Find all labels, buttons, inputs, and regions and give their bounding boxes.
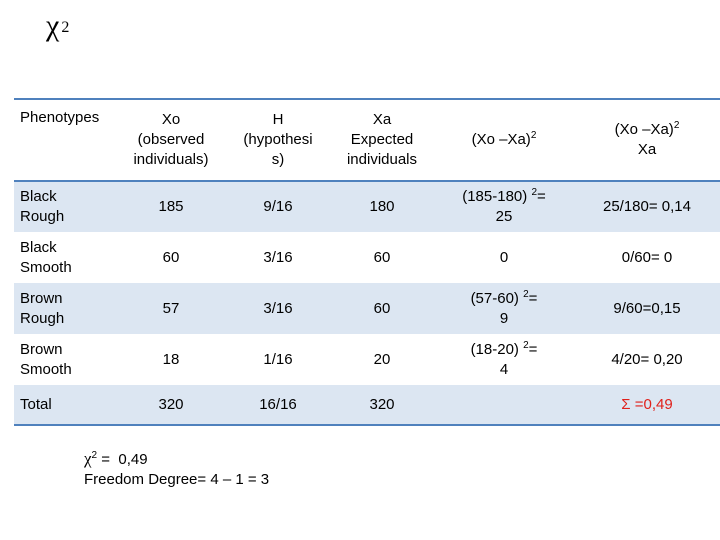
cell-h: 3/16 [263, 299, 293, 317]
freedom-degree: Freedom Degree= 4 – 1 = 3 [84, 471, 270, 488]
cell-h: 1/16 [263, 350, 293, 368]
cell-ratio: 0/60= 0 [621, 248, 673, 266]
cell-xa: 180 [369, 198, 395, 215]
header-phenotypes: Phenotypes [14, 99, 116, 181]
cell-ratio: 25/180= 0,14 [602, 198, 691, 215]
cell-phenotype: Brown Smooth [20, 340, 72, 378]
cell-xo: 320 [158, 395, 184, 413]
table-header-row [14, 99, 720, 181]
header-ratio: (Xo –Xa)$^2$ Xa [574, 99, 720, 181]
header-xa: Xa Expected individuals [330, 99, 434, 181]
header-h: H (hypothesi s) [226, 99, 330, 181]
chi-square-table [14, 98, 720, 426]
table-row [14, 283, 720, 334]
cell-diff: (185-180) $^2$= 25 [462, 187, 546, 225]
header-xo: Xo (observed individuals) [116, 99, 226, 181]
cell-xa: 20 [373, 350, 391, 368]
table-row [14, 334, 720, 385]
cell-h: 16/16 [259, 395, 297, 413]
cell-phenotype: Brown Rough [20, 289, 65, 327]
table-row [14, 232, 720, 283]
cell-diff [434, 385, 574, 425]
cell-phenotype: Black Rough [20, 188, 65, 225]
header-diff-squared: (Xo –Xa)$^2$ [434, 99, 574, 181]
cell-xo: 18 [162, 350, 180, 368]
cell-xo: 60 [162, 248, 180, 266]
cell-h: 9/16 [263, 198, 293, 215]
table-row [14, 181, 720, 232]
cell-phenotype: Black Smooth [20, 238, 72, 276]
cell-xo: 57 [162, 299, 180, 317]
cell-xo: 185 [158, 198, 184, 215]
cell-phenotype: Total [20, 395, 52, 413]
cell-xa: 320 [369, 395, 395, 413]
cell-diff: 0 [499, 248, 509, 266]
cell-xa: 60 [373, 248, 391, 266]
cell-diff: (57-60) $^2$= 9 [470, 288, 538, 327]
table-row-total [14, 385, 720, 425]
chi-square-result: $\chi^2 = 0,49$ [84, 449, 148, 468]
cell-h: 3/16 [263, 248, 293, 266]
cell-diff: (18-20) $^2$= 4 [470, 339, 538, 378]
cell-ratio: 4/20= 0,20 [611, 350, 683, 368]
cell-xa: 60 [373, 299, 391, 317]
cell-sum: Σ =0,49 [621, 395, 673, 413]
cell-ratio: 9/60=0,15 [613, 299, 681, 317]
result-notes [84, 446, 269, 490]
chi-square-title: χ $^2$ [46, 9, 70, 42]
